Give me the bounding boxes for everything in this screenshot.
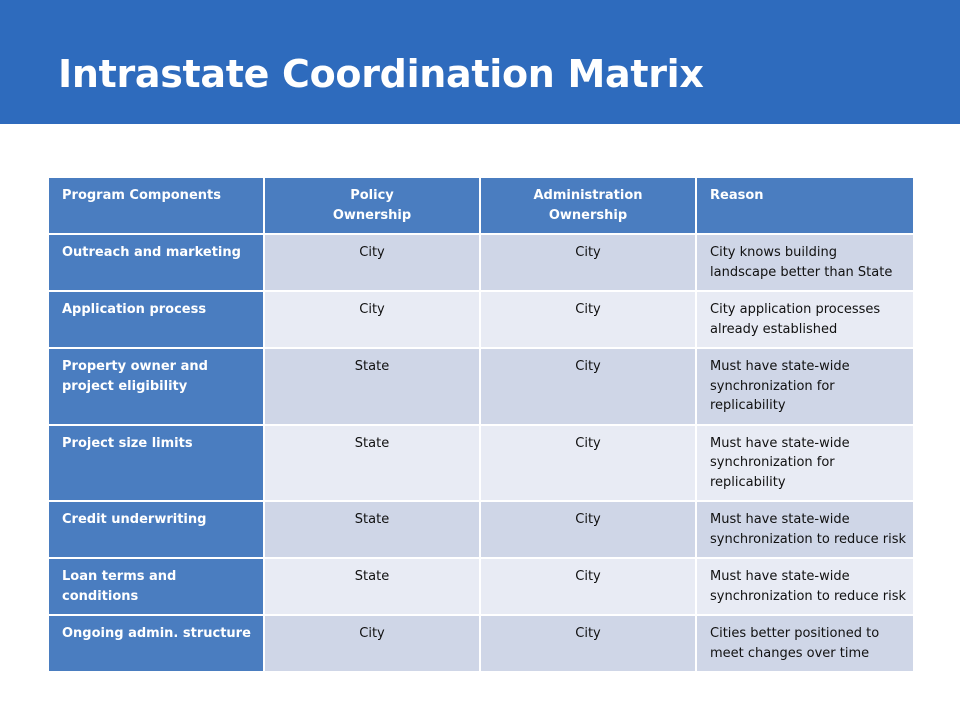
row-component: Outreach and marketing: [48, 234, 264, 291]
table-row: [48, 291, 914, 348]
row-admin-ownership: City: [480, 615, 696, 672]
row-component: Ongoing admin. structure: [48, 615, 264, 672]
table-row: [48, 615, 914, 672]
row-component: Loan terms and conditions: [48, 558, 264, 615]
row-policy-ownership: City: [264, 234, 480, 291]
row-policy-ownership: City: [264, 615, 480, 672]
header-policy-ownership: Policy Ownership: [264, 177, 480, 234]
row-component: Project size limits: [48, 425, 264, 502]
table-header-row: [48, 177, 914, 234]
coordination-matrix-table: [47, 176, 915, 673]
row-admin-ownership: City: [480, 558, 696, 615]
table-row: [48, 501, 914, 558]
row-reason: City application processes already established: [696, 291, 914, 348]
header-reason: Reason: [696, 177, 914, 234]
row-policy-ownership: City: [264, 291, 480, 348]
row-reason: Must have state-wide synchronization to reduce risk: [696, 501, 914, 558]
row-policy-ownership: State: [264, 558, 480, 615]
title-bar: [0, 0, 960, 124]
row-admin-ownership: City: [480, 348, 696, 425]
row-reason: Must have state-wide synchronization to reduce risk: [696, 558, 914, 615]
table-row: [48, 234, 914, 291]
row-admin-ownership: City: [480, 425, 696, 502]
row-component: Credit underwriting: [48, 501, 264, 558]
row-component: Property owner and project eligibility: [48, 348, 264, 425]
header-administration-ownership: Administration Ownership: [480, 177, 696, 234]
row-component: Application process: [48, 291, 264, 348]
row-policy-ownership: State: [264, 348, 480, 425]
row-reason: Must have state-wide synchronization for replicability: [696, 348, 914, 425]
row-reason: City knows building landscape better than State: [696, 234, 914, 291]
row-policy-ownership: State: [264, 501, 480, 558]
row-reason: Must have state-wide synchronization for replicability: [696, 425, 914, 502]
table-row: [48, 558, 914, 615]
row-reason: Cities better positioned to meet changes over time: [696, 615, 914, 672]
row-admin-ownership: City: [480, 501, 696, 558]
table-row: [48, 348, 914, 425]
header-program-components: Program Components: [48, 177, 264, 234]
table-row: [48, 425, 914, 502]
row-admin-ownership: City: [480, 291, 696, 348]
row-policy-ownership: State: [264, 425, 480, 502]
slide-title: Intrastate Coordination Matrix: [58, 52, 704, 96]
row-admin-ownership: City: [480, 234, 696, 291]
